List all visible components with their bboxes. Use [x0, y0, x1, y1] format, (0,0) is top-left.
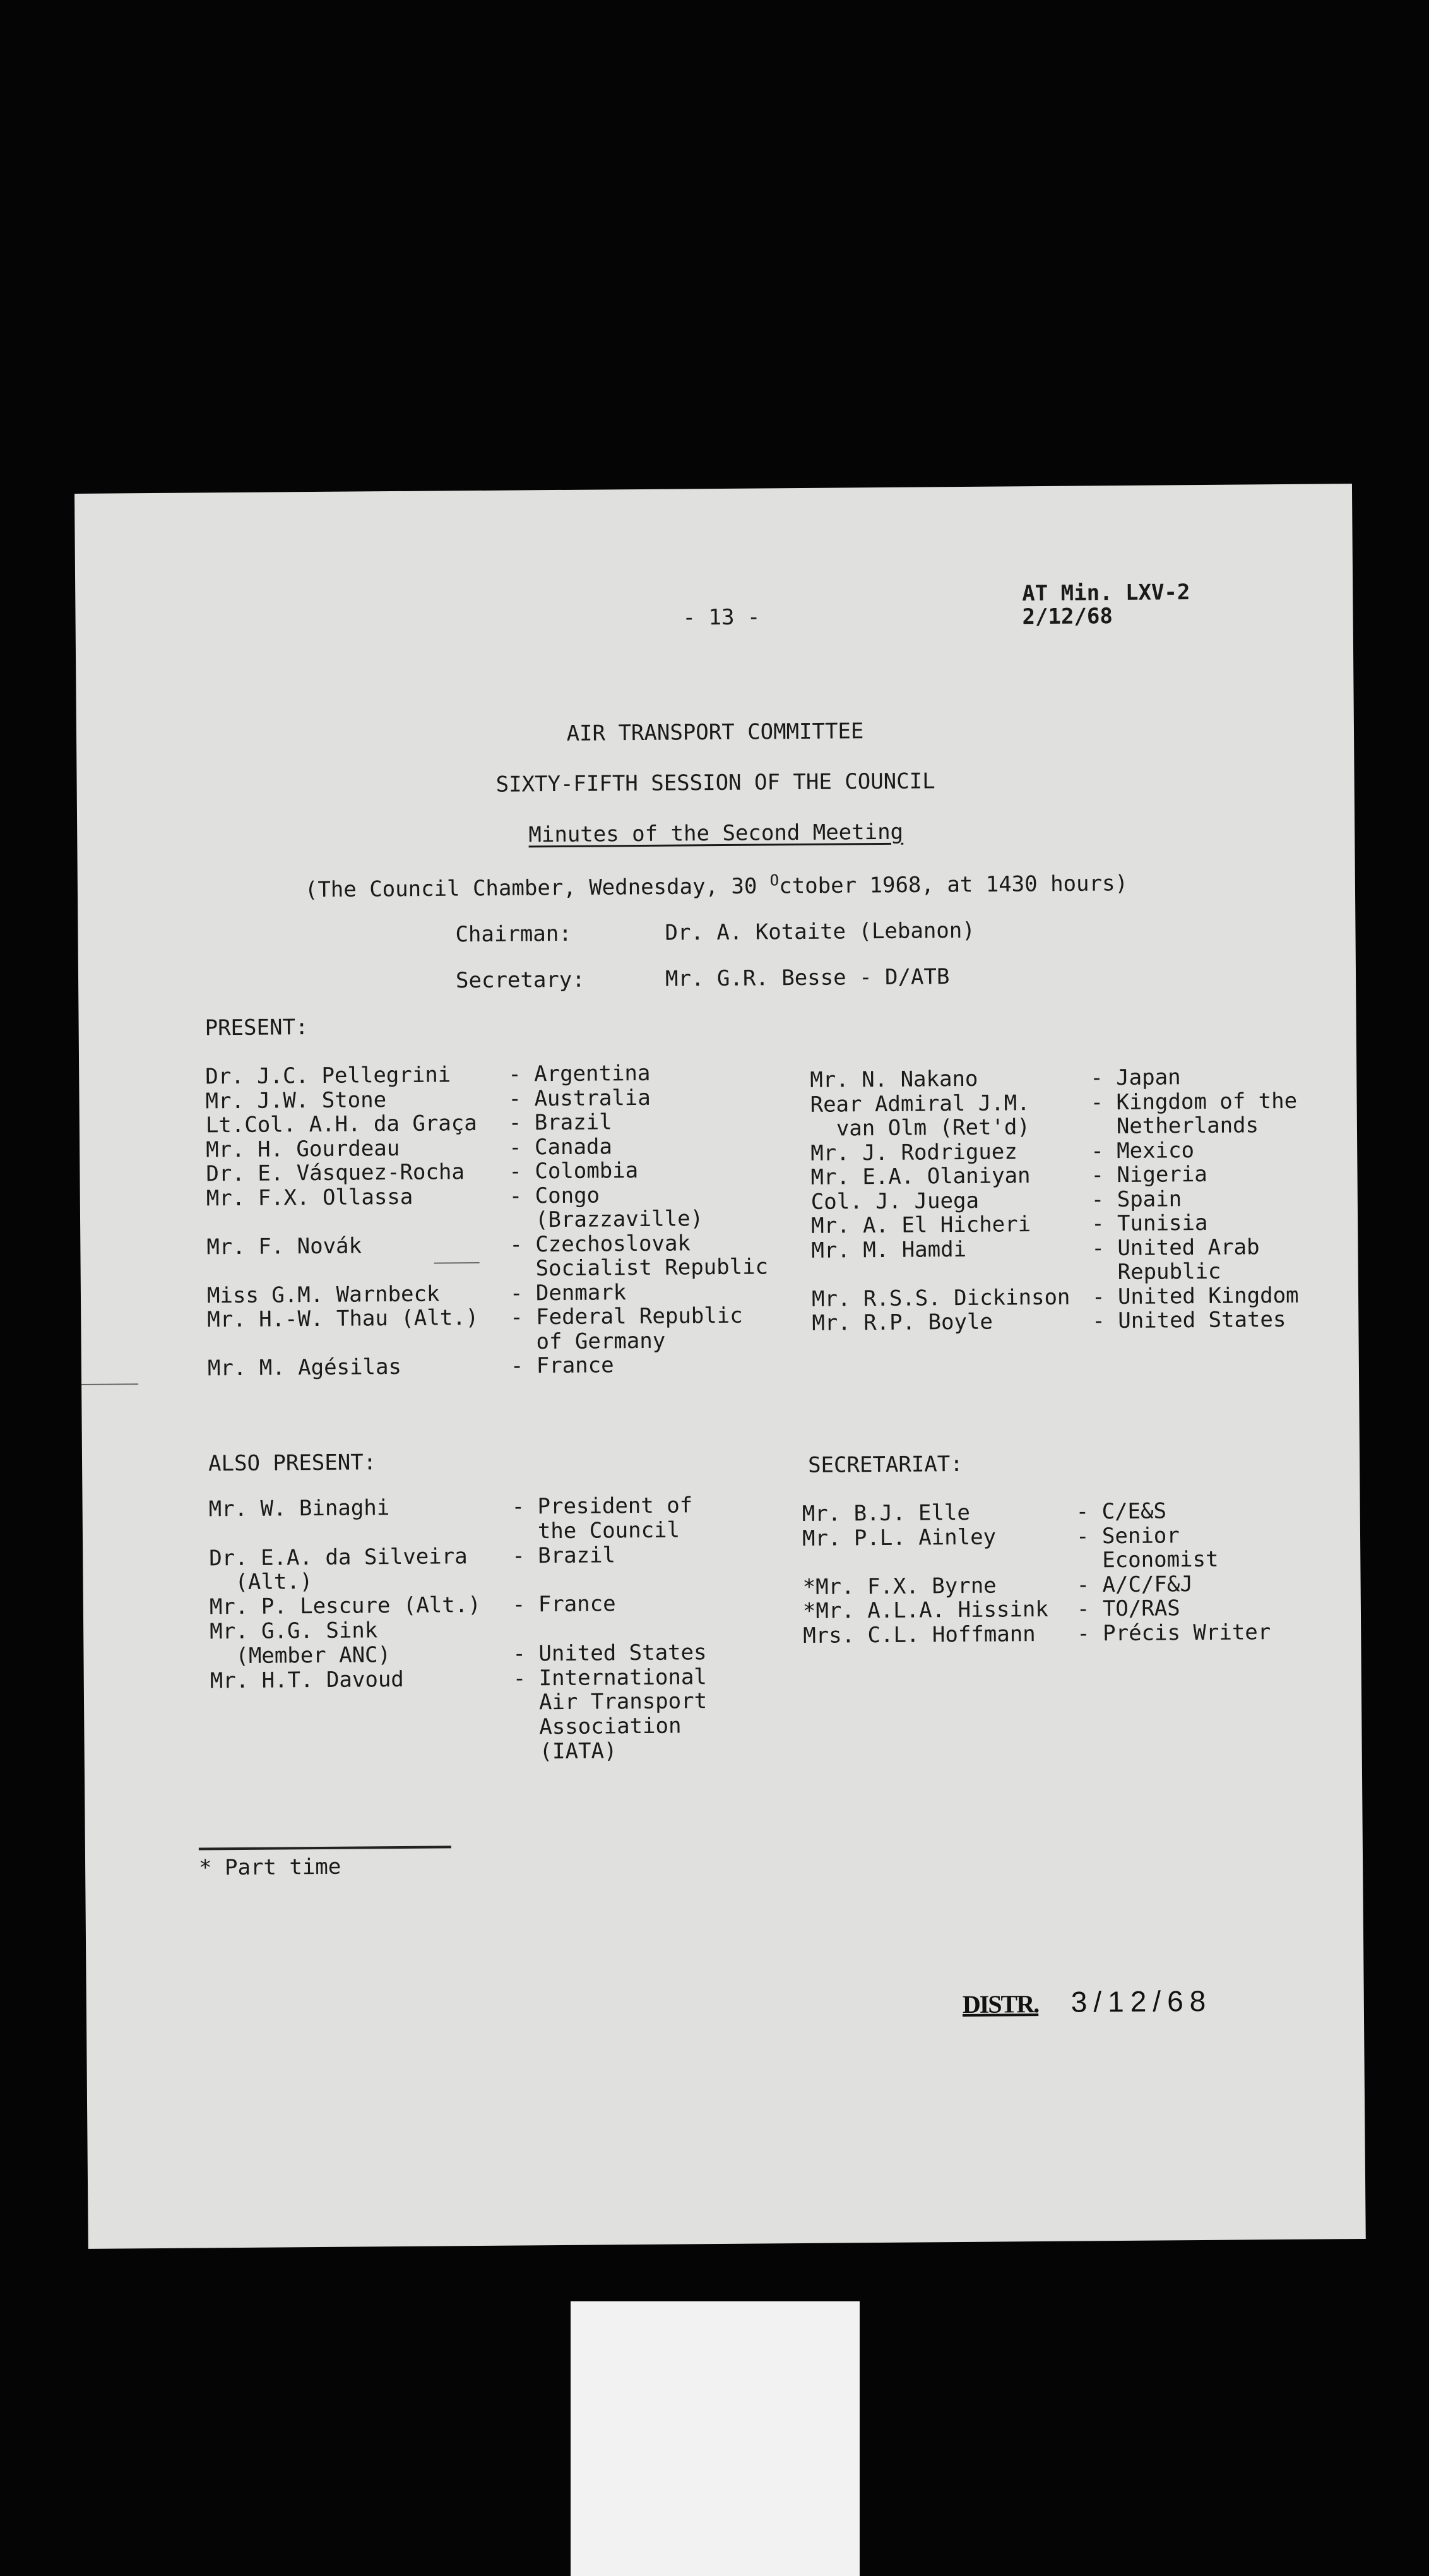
attendee-country: - Brazil [508, 1109, 612, 1136]
attendee-name: Mr. M. Hamdi [811, 1236, 967, 1263]
attendee-name: Dr. J.C. Pellegrini [205, 1062, 451, 1090]
attendee-name: Mr. M. Agésilas [207, 1354, 402, 1381]
also-present-name: Mr. H.T. Davoud [210, 1666, 404, 1693]
attendee-country: - Mexico [1091, 1137, 1195, 1164]
attendee-country: - Nigeria [1091, 1161, 1207, 1188]
distribution-label: DISTR. [962, 1989, 1039, 2019]
meeting-place-prefix: (The Council Chamber, Wednesday, 30 [304, 873, 770, 903]
attendee-name: Col. J. Juega [810, 1188, 980, 1215]
reference-date: 2/12/68 [1022, 604, 1113, 630]
attendee-name: Mr. A. El Hicheri [810, 1212, 1031, 1239]
attendee-country: - United Arab [1091, 1234, 1260, 1261]
edge-mark [81, 1383, 138, 1385]
present-heading: PRESENT: [205, 1015, 309, 1041]
attendee-name: Mr. E.A. Olaniyan [810, 1163, 1031, 1190]
attendee-country: - Congo [509, 1183, 600, 1209]
distribution-stamp [963, 1984, 1213, 2020]
also-present-role: - Brazil [512, 1542, 616, 1569]
also-present-role: - France [512, 1591, 616, 1618]
attendee-country: - Kingdom of the [1090, 1088, 1298, 1115]
also-present-name: Mr. G.G. Sink [210, 1618, 378, 1645]
also-present-name: (Alt.) [209, 1569, 313, 1595]
dotted-mark [434, 1262, 480, 1264]
session-title: SIXTY-FIFTH SESSION OF THE COUNCIL [495, 768, 935, 797]
secretariat-role: - C/E&S [1076, 1498, 1167, 1525]
secretariat-name: Mrs. C.L. Hoffmann [803, 1621, 1036, 1649]
also-present-role: (IATA) [513, 1738, 617, 1765]
distribution-date: 3/12/68 [1070, 1984, 1213, 2018]
secretariat-role: - Senior [1076, 1522, 1180, 1549]
footnote: * Part time [198, 1854, 341, 1881]
attendee-name: Mr. J.W. Stone [205, 1087, 387, 1114]
secretariat-heading: SECRETARIAT: [807, 1451, 963, 1478]
attendee-country: - Argentina [508, 1060, 651, 1087]
attendee-country: Socialist Republic [509, 1254, 769, 1282]
secretariat-name: *Mr. A.L.A. Hissink [802, 1596, 1049, 1624]
secretariat-name: Mr. P.L. Ainley [802, 1524, 997, 1551]
attendee-name: Miss G.M. Warnbeck [206, 1280, 440, 1308]
attendee-name: Mr. F.X. Ollassa [206, 1184, 413, 1211]
attendee-name: Mr. F. Novák [206, 1232, 362, 1260]
attendee-country: of Germany [510, 1328, 666, 1355]
target-card [571, 2301, 860, 2576]
attendee-country: - Federal Republic [510, 1303, 743, 1330]
attendee-country: - Colombia [509, 1158, 639, 1184]
also-present-name: (Member ANC) [210, 1642, 391, 1669]
also-present-role: - International [513, 1664, 707, 1691]
also-present-role: the Council [511, 1517, 680, 1544]
attendee-name: Mr. H.-W. Thau (Alt.) [207, 1305, 479, 1333]
also-present-name: Dr. E.A. da Silveira [209, 1543, 468, 1571]
also-present-name: Mr. P. Lescure (Alt.) [209, 1592, 481, 1620]
attendee-name: van Olm (Ret'd) [810, 1114, 1031, 1142]
reference-code: AT Min. LXV-2 [1022, 580, 1190, 607]
attendee-country: - Canada [508, 1133, 613, 1160]
meeting-place-suffix: ctober 1968, at 1430 hours) [779, 871, 1129, 899]
attendee-name: Rear Admiral J.M. [810, 1090, 1030, 1118]
minutes-title-text: Minutes of the Second Meeting [528, 819, 904, 848]
secretariat-name: *Mr. F.X. Byrne [802, 1573, 997, 1600]
footnote-rule [199, 1846, 451, 1850]
document-page [74, 484, 1366, 2249]
attendee-country: - Denmark [509, 1279, 627, 1306]
attendee-name: Dr. E. Vásquez-Rocha [206, 1159, 465, 1187]
attendee-name: Mr. N. Nakano [810, 1066, 978, 1093]
committee-title: AIR TRANSPORT COMMITTEE [566, 719, 864, 746]
attendee-name: Mr. R.P. Boyle [812, 1309, 993, 1336]
also-present-role: Association [513, 1713, 682, 1740]
attendee-name: Mr. J. Rodriguez [810, 1138, 1017, 1166]
attendee-country: - Tunisia [1091, 1210, 1208, 1237]
also-present-role: - President of [511, 1493, 693, 1520]
secretariat-name: Mr. B.J. Elle [802, 1500, 970, 1527]
secretariat-role: - Précis Writer [1077, 1619, 1271, 1647]
attendee-country: - Czechoslovak [509, 1230, 691, 1258]
attendee-country: Republic [1091, 1258, 1221, 1285]
secretariat-role: - A/C/F&J [1076, 1571, 1194, 1598]
secretary-label: Secretary: [455, 967, 585, 994]
also-present-heading: ALSO PRESENT: [208, 1450, 377, 1477]
attendee-country: - United States [1092, 1306, 1286, 1334]
page-number: - 13 - [682, 604, 761, 631]
document-reference [1022, 581, 1190, 629]
attendee-country: (Brazzaville) [509, 1206, 704, 1233]
attendee-country: - Japan [1090, 1064, 1181, 1091]
secretariat-role: - TO/RAS [1076, 1595, 1180, 1622]
also-present-name: Mr. W. Binaghi [208, 1495, 390, 1522]
also-present-role: Air Transport [513, 1688, 708, 1715]
attendee-name: Mr. H. Gourdeau [206, 1135, 400, 1162]
chairman-label: Chairman: [455, 921, 572, 948]
attendee-name: Mr. R.S.S. Dickinson [811, 1284, 1070, 1312]
attendee-name: Lt.Col. A.H. da Graça [205, 1111, 477, 1138]
minutes-title [77, 817, 1355, 850]
attendee-country: - Australia [508, 1085, 651, 1112]
attendee-country: - United Kingdom [1091, 1282, 1299, 1309]
attendee-country: - Spain [1091, 1186, 1182, 1212]
secretariat-role: Economist [1076, 1546, 1219, 1573]
secretary-value: Mr. G.R. Besse - D/ATB [665, 964, 950, 992]
also-present-role: - United States [513, 1639, 707, 1667]
chairman-value: Dr. A. Kotaite (Lebanon) [665, 917, 975, 946]
meeting-place-sup: O [769, 871, 780, 890]
attendee-country: - France [510, 1352, 614, 1379]
meeting-place [78, 868, 1355, 904]
attendee-country: Netherlands [1090, 1112, 1259, 1140]
